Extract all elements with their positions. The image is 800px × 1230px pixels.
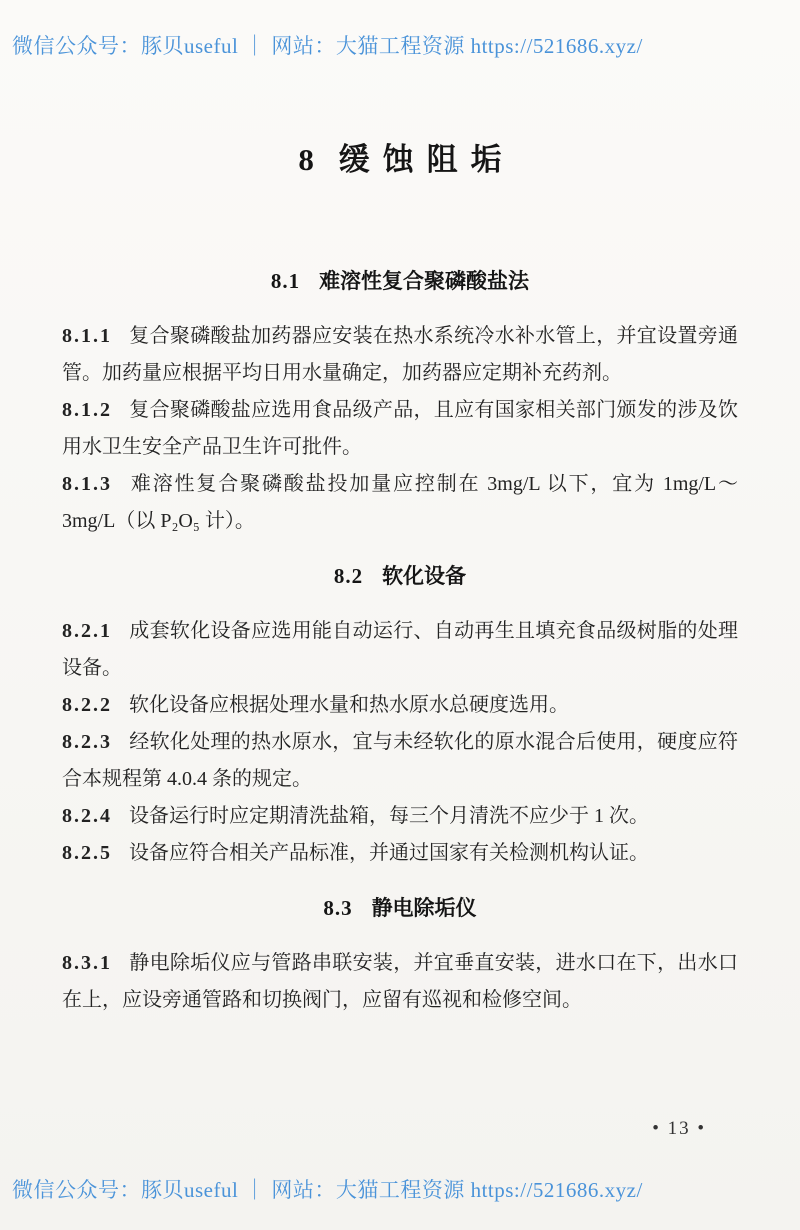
section-title: 静电除垢仪	[371, 896, 477, 920]
clause	[62, 798, 738, 835]
clause-text: 静电除垢仪应与管路串联安装，并宜垂直安装，进水口在下，出水口在上，应设旁通管路和切换阀门，应留有巡视和检修空间。	[62, 952, 738, 1011]
section	[62, 265, 738, 540]
clause-text: 经软化处理的热水原水，宜与未经软化的原水混合后使用，硬度应符合本规程第 4.0.4 条的规定。	[62, 731, 738, 790]
clause	[62, 318, 738, 392]
clause	[62, 835, 738, 872]
clause	[62, 724, 738, 798]
clause-number: 8.2.5	[62, 842, 112, 864]
page-content	[62, 116, 738, 1019]
section	[62, 560, 738, 872]
clause	[62, 945, 738, 1019]
clause-number: 8.2.4	[62, 805, 112, 827]
clause-number: 8.2.3	[62, 731, 112, 753]
clause-number: 8.2.2	[62, 694, 112, 716]
clause-number: 8.1.3	[62, 473, 112, 495]
chapter-number: 8	[298, 142, 314, 177]
section-heading	[62, 265, 738, 295]
clause-text: 设备运行时应定期清洗盐箱，每三个月清洗不应少于 1 次。	[129, 805, 649, 827]
clause-text: 复合聚磷酸盐加药器应安装在热水系统冷水补水管上，并宜设置旁通管。加药量应根据平均日用水量确定，加药器应定期补充药剂。	[62, 325, 738, 384]
section-title: 软化设备	[382, 564, 467, 588]
clause-text: 复合聚磷酸盐应选用食品级产品，且应有国家相关部门颁发的涉及饮用水卫生安全产品卫生许可批件。	[62, 399, 738, 458]
clause	[62, 613, 738, 687]
chapter-title-text: 缓蚀阻垢	[338, 142, 515, 177]
section-number: 8.2	[333, 564, 364, 588]
section-heading	[62, 560, 738, 590]
page-number: • 13 •	[652, 1118, 706, 1139]
watermark-banner-bottom: 微信公众号：豚贝useful ｜ 网站：大猫工程资源 https://521686.xyz/	[12, 1178, 643, 1202]
clause-text: 软化设备应根据处理水量和热水原水总硬度选用。	[129, 694, 569, 716]
clause-text: 成套软化设备应选用能自动运行、自动再生且填充食品级树脂的处理设备。	[62, 620, 738, 679]
clause-text: 难溶性复合聚磷酸盐投加量应控制在 3mg/L 以下，宜为 1mg/L～3mg/L（以 P₂O₅ 计）。	[62, 473, 738, 532]
section-number: 8.1	[270, 269, 301, 293]
watermark-banner-top: 微信公众号：豚贝useful ｜ 网站：大猫工程资源 https://521686.xyz/	[12, 34, 643, 58]
section-title: 难溶性复合聚磷酸盐法	[319, 269, 530, 293]
clause-number: 8.2.1	[62, 620, 112, 642]
clause-number: 8.1.1	[62, 325, 112, 347]
chapter-title	[62, 134, 738, 179]
clause-number: 8.3.1	[62, 952, 112, 974]
clause	[62, 687, 738, 724]
clause	[62, 392, 738, 466]
section-heading	[62, 892, 738, 922]
section	[62, 892, 738, 1019]
clause-text: 设备应符合相关产品标准，并通过国家有关检测机构认证。	[129, 842, 649, 864]
clause-number: 8.1.2	[62, 399, 112, 421]
clause	[62, 466, 738, 540]
section-number: 8.3	[323, 896, 353, 920]
